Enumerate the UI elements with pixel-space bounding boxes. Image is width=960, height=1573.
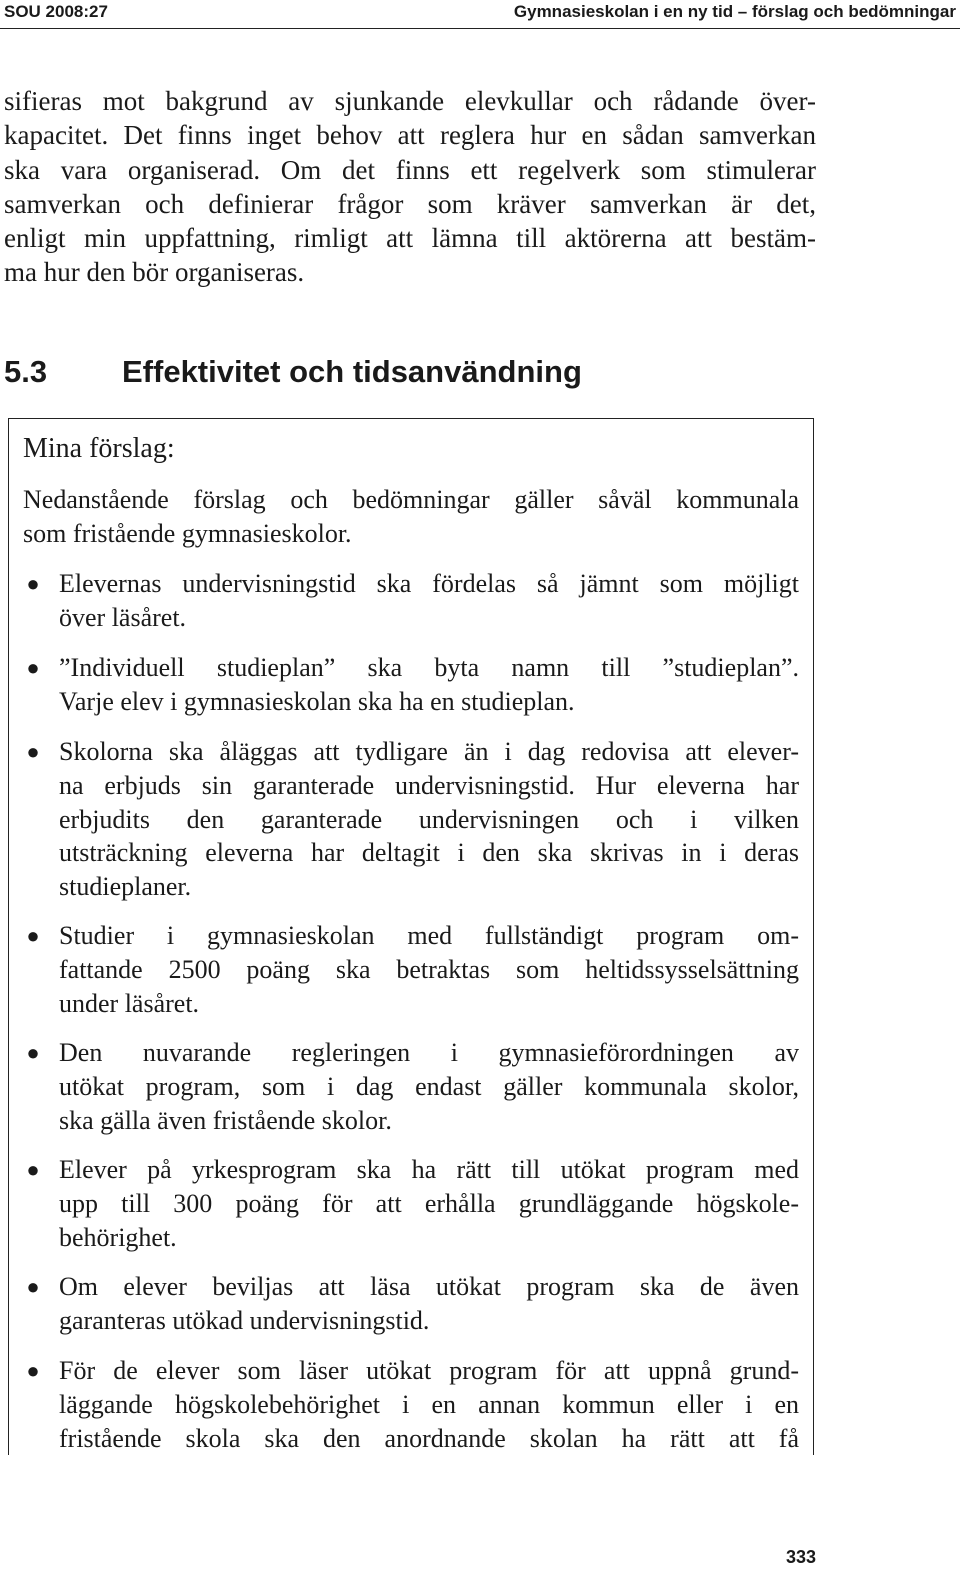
text-line: upp till 300 poäng för att erhålla grundläggande högskole- (59, 1188, 799, 1218)
intro-paragraph (4, 84, 816, 290)
bullet-icon: ● (26, 571, 40, 596)
text-line: ma hur den bör organiseras. (4, 257, 305, 288)
section-number: 5.3 (4, 354, 48, 389)
section-title: Effektivitet och tidsanvändning (122, 354, 582, 389)
page-number: 333 (785, 1547, 816, 1567)
text-line: För de elever som läser utökat program för att uppnå grund- (59, 1356, 799, 1385)
text-line: Den nuvarande regleringen i gymnasieförordningen av (59, 1038, 799, 1067)
text-line: utökat program, som i dag endast gäller kommunala skolor, (59, 1071, 799, 1101)
text-line: Studier i gymnasieskolan med fullständigt program om- (59, 921, 799, 950)
text-line: över läsåret. (59, 602, 187, 632)
text-line: fristående skola ska den anordnande skolan ha rätt att få (59, 1423, 799, 1453)
bullet-icon: ● (26, 1274, 40, 1299)
bullet-icon: ● (26, 1040, 40, 1065)
text-line: ska gälla även fristående skolor. (59, 1105, 392, 1135)
text-line: Elevernas undervisningstid ska fördelas så jämnt som möjligt (59, 569, 799, 598)
bullet-icon: ● (26, 1358, 40, 1383)
text-line: läggande högskolebehörighet i en annan kommun eller i en (59, 1389, 799, 1419)
text-line: ”Individuell studieplan” ska byta namn till ”studieplan”. (59, 653, 799, 682)
text-line: ska vara organiserad. Om det finns ett regelverk som stimulerar (4, 154, 816, 185)
text-line: sifieras mot bakgrund av sjunkande elevkullar och rådande över- (4, 86, 816, 116)
text-line: Om elever beviljas att läsa utökat program ska de även (59, 1272, 799, 1301)
text-line: na erbjuds sin garanterade undervisningstid. Hur eleverna har (59, 770, 799, 800)
text-line: som fristående gymnasieskolor. (23, 518, 352, 548)
bullet-icon: ● (26, 1157, 40, 1182)
text-line: Skolorna ska åläggas att tydligare än i dag redovisa att elever- (59, 737, 799, 766)
text-line: kapacitet. Det finns inget behov att reglera hur en sådan samverkan (4, 120, 816, 151)
bullet-icon: ● (26, 655, 40, 680)
text-line: studieplaner. (59, 872, 192, 902)
box-title: Mina förslag: (23, 433, 175, 464)
report-id: SOU 2008:27 (4, 2, 108, 21)
text-line: Varje elev i gymnasieskolan ska ha en studieplan. (59, 686, 575, 716)
text-line: utsträckning eleverna har deltagit i den ska skrivas in i deras (59, 838, 799, 868)
header-rule (0, 28, 960, 29)
text-line: enligt min uppfattning, rimligt att lämna till aktörerna att bestäm- (4, 223, 816, 254)
box-intro (23, 483, 799, 551)
text-line: Elever på yrkesprogram ska ha rätt till utökat program med (59, 1155, 799, 1184)
bullet-icon: ● (26, 739, 40, 764)
text-line: fattande 2500 poäng ska betraktas som heltidssysselsättning (59, 954, 799, 984)
text-line: garanteras utökad undervisningstid. (59, 1305, 430, 1335)
text-line: erbjudits den garanterade undervisningen och i vilken (59, 804, 799, 834)
running-header (0, 0, 960, 24)
bullet-icon: ● (26, 923, 40, 948)
proposals-box (8, 418, 814, 1455)
text-line: behörighet. (59, 1222, 177, 1252)
text-line: samverkan och definierar frågor som kräver samverkan är det, (4, 188, 816, 219)
running-title: Gymnasieskolan i en ny tid – förslag och bedömningar (513, 2, 956, 21)
text-line: Nedanstående förslag och bedömningar gäller såväl kommunala (23, 485, 799, 514)
section-heading (4, 354, 582, 390)
text-line: under läsåret. (59, 988, 200, 1018)
